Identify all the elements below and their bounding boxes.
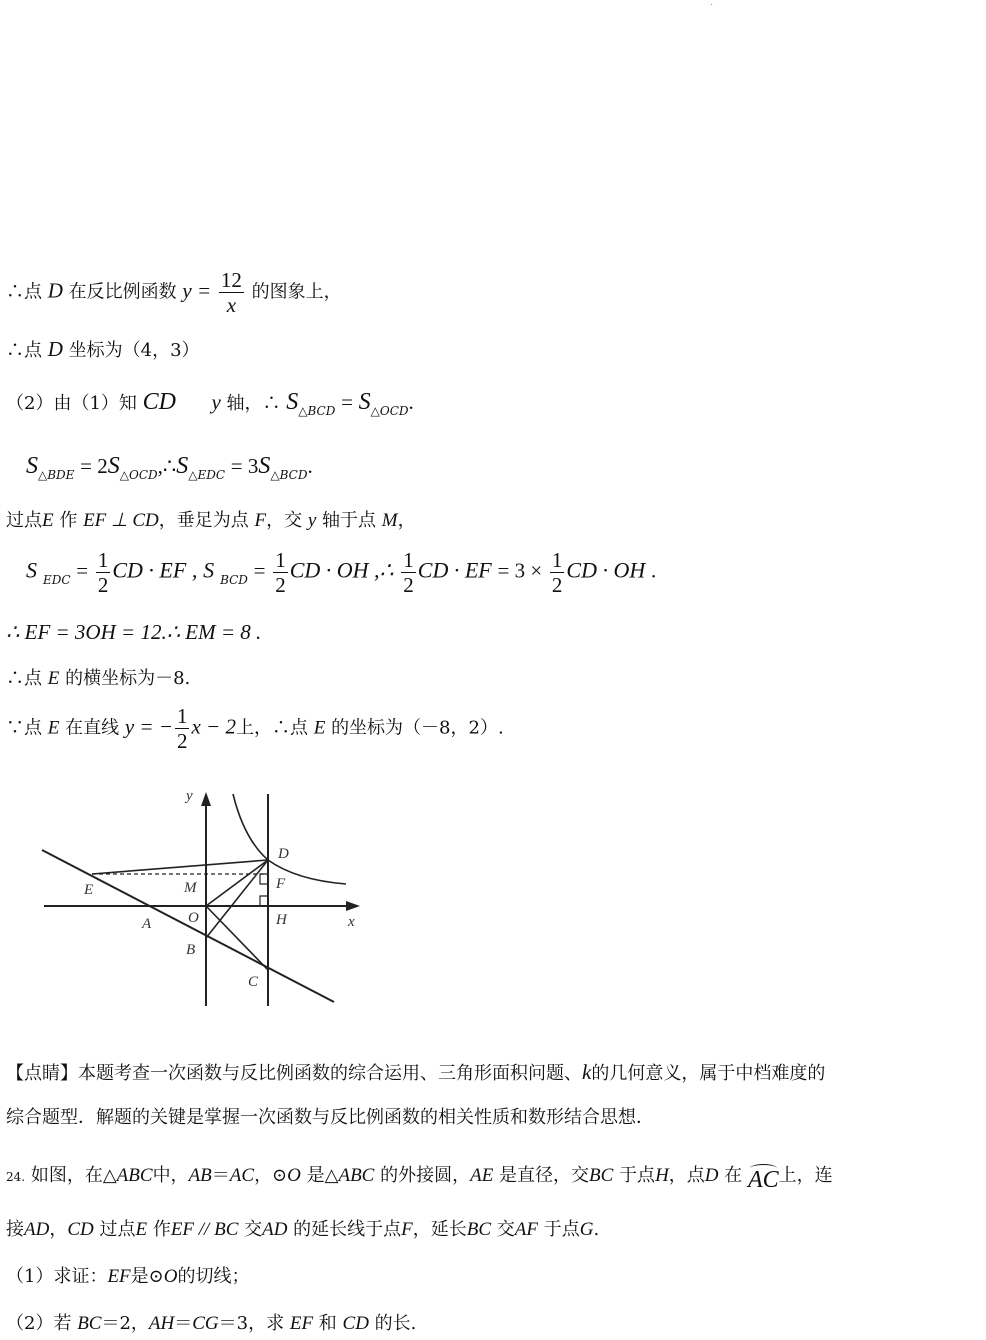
question-24-part-1 xyxy=(6,1265,250,1289)
text: 轴于点 xyxy=(322,510,376,531)
var: CG xyxy=(192,1313,219,1334)
var: AB xyxy=(188,1165,212,1186)
comment-line-2 xyxy=(6,1106,654,1130)
fraction-denominator: 2 xyxy=(275,573,286,597)
hyperbola-curve xyxy=(233,794,346,884)
text: （2）由（1）知 xyxy=(6,393,137,414)
text: 交 xyxy=(244,1219,263,1240)
text: 上，连 xyxy=(778,1165,833,1186)
text: 的长. xyxy=(374,1313,417,1334)
segment-oc xyxy=(206,906,268,970)
var: ABC xyxy=(338,1165,375,1186)
fraction-half xyxy=(401,548,416,597)
text: ，延长 xyxy=(412,1219,467,1240)
var: AE xyxy=(470,1165,494,1186)
var: F xyxy=(401,1219,413,1240)
text: 交 xyxy=(496,1219,515,1240)
var-e: E xyxy=(47,717,60,739)
period: . xyxy=(307,454,313,478)
segment-ed xyxy=(92,860,268,874)
subscript: △OCD xyxy=(370,404,409,418)
var: H xyxy=(655,1165,669,1186)
solution-line-2 xyxy=(6,337,200,363)
equals-3-times: = 3 × xyxy=(497,558,543,583)
text: 的几何意义，属于中档难度的 xyxy=(591,1063,826,1084)
corner-mark: · xyxy=(710,0,714,11)
equals: = xyxy=(76,558,89,583)
text: 作 xyxy=(152,1219,171,1240)
label-h: H xyxy=(276,912,287,928)
fraction-numerator: 1 xyxy=(97,548,109,572)
text: ＝ xyxy=(211,1165,230,1186)
solution-line-8 xyxy=(6,667,190,691)
fraction-half xyxy=(96,548,111,597)
text: 在 xyxy=(724,1165,743,1186)
area-symbol: S xyxy=(176,453,189,479)
var: E xyxy=(135,1219,148,1240)
var: AD xyxy=(262,1219,288,1240)
var-y: y xyxy=(307,510,317,531)
subscript: △EDC xyxy=(188,468,226,482)
fraction-numerator: 1 xyxy=(551,548,563,572)
subscript: BCD xyxy=(220,572,248,587)
solution-line-6 xyxy=(26,548,656,597)
area-symbol: S xyxy=(286,389,299,415)
text: ，垂足为点 xyxy=(158,510,249,531)
therefore: ,∴ xyxy=(157,454,177,478)
text: 于点 xyxy=(619,1165,656,1186)
var: BC xyxy=(77,1313,102,1334)
text: ，点 xyxy=(668,1165,705,1186)
question-number: 24. xyxy=(6,1170,26,1184)
right-angle-mark-h xyxy=(260,896,268,906)
text: 是△ xyxy=(306,1165,339,1186)
text: 是直径，交 xyxy=(499,1165,590,1186)
product-cd-oh: CD · OH xyxy=(566,557,646,583)
right-angle-mark-f xyxy=(260,874,268,884)
var-e: E xyxy=(313,717,326,739)
var: EF xyxy=(289,1313,314,1334)
period: . xyxy=(408,390,414,414)
var: AC xyxy=(229,1165,255,1186)
text: 在直线 xyxy=(65,717,120,739)
var-cd: CD xyxy=(142,389,176,415)
equals: = xyxy=(341,390,353,414)
area-symbol: S xyxy=(358,389,371,415)
text: ＝2， xyxy=(101,1313,149,1334)
text: 【点睛】本题考查一次函数与反比例函数的综合运用、三角形面积问题、 xyxy=(6,1063,582,1084)
product-cd-ef: CD · EF , xyxy=(112,557,198,583)
fraction-half xyxy=(175,704,190,753)
text: 是⊙ xyxy=(130,1266,164,1287)
question-24-line-2 xyxy=(6,1218,599,1242)
area-symbol: S xyxy=(203,557,215,583)
coordinate-figure xyxy=(34,784,374,1010)
parallel-statement: EF // BC xyxy=(170,1219,239,1240)
text: 过点 xyxy=(6,510,42,531)
equals-2: = 2 xyxy=(80,454,108,478)
fraction-numerator: 12 xyxy=(220,268,242,292)
fraction-half xyxy=(550,548,565,597)
text: ， xyxy=(49,1219,68,1240)
subscript: △BCD xyxy=(298,404,336,418)
fraction-numerator: 1 xyxy=(275,548,286,572)
var: AH xyxy=(148,1313,175,1334)
label-f: F xyxy=(276,876,286,892)
fraction-numerator: 1 xyxy=(176,704,188,728)
text: ， xyxy=(397,510,416,531)
area-symbol: S xyxy=(107,453,120,479)
text: 的外接圆， xyxy=(380,1165,471,1186)
label-e: E xyxy=(84,882,94,898)
text: 的切线； xyxy=(177,1266,250,1287)
var: O xyxy=(163,1266,178,1287)
var: O xyxy=(287,1165,301,1186)
var: BC xyxy=(589,1165,614,1186)
text: 在反比例函数 xyxy=(68,281,177,303)
text: 中， xyxy=(152,1165,189,1186)
var: AD xyxy=(24,1219,50,1240)
var-y: y xyxy=(211,390,221,414)
text: 接 xyxy=(6,1219,24,1240)
var: G xyxy=(579,1219,594,1240)
var-e: E xyxy=(47,668,60,689)
equals: = xyxy=(253,558,266,583)
text: 如图，在△ xyxy=(30,1165,117,1186)
text: （2）若 xyxy=(6,1313,72,1334)
var-m: M xyxy=(381,510,398,531)
var: ABC xyxy=(116,1165,153,1186)
text: ∵点 xyxy=(6,717,42,739)
var-e: E xyxy=(42,510,54,531)
text: 于点 xyxy=(543,1219,580,1240)
product-cd-ef: CD · EF xyxy=(417,557,492,583)
label-b: B xyxy=(186,942,196,958)
text: ，交 xyxy=(266,510,303,531)
text: （1）求证： xyxy=(6,1266,108,1287)
text: ＝3，求 xyxy=(218,1313,285,1334)
var-k: k xyxy=(582,1060,592,1084)
text: 上，∴点 xyxy=(235,717,308,739)
area-symbol: S xyxy=(26,557,37,583)
equation-rhs: x − 2 xyxy=(191,714,236,739)
subscript: △OCD xyxy=(119,468,158,482)
var-d: D xyxy=(47,337,63,361)
text: . xyxy=(593,1219,600,1240)
product-cd-oh: CD · OH ,∴ xyxy=(289,557,394,583)
solution-line-1 xyxy=(6,268,342,317)
solution-line-5 xyxy=(6,509,416,533)
fraction-half xyxy=(273,548,288,597)
question-24-part-2 xyxy=(6,1312,416,1336)
var: D xyxy=(704,1165,719,1186)
text: 的图象上， xyxy=(251,281,342,303)
text: 作 xyxy=(59,510,78,531)
equation-lhs: y = − xyxy=(124,714,173,739)
arc-ac: AC xyxy=(748,1167,779,1193)
var: EF xyxy=(107,1266,131,1287)
text: ，⊙ xyxy=(254,1165,288,1186)
text: ＝ xyxy=(174,1313,193,1334)
fraction-numerator: 1 xyxy=(403,548,414,572)
text: ∴点 xyxy=(6,340,42,361)
subscript: △BCD xyxy=(270,468,308,482)
label-d: D xyxy=(278,846,289,862)
subscript: EDC xyxy=(43,572,71,587)
solution-line-3 xyxy=(6,390,414,417)
var: CD xyxy=(67,1219,94,1240)
equation: ∴ EF = 3OH = 12.∴ EM = 8 . xyxy=(6,620,262,644)
text: 的横坐标为－8. xyxy=(65,668,191,689)
var: BC xyxy=(466,1219,492,1240)
equals-3: = 3 xyxy=(230,454,259,478)
question-24-line-1 xyxy=(6,1162,833,1193)
equation-lhs: y = xyxy=(182,278,212,303)
fraction-denominator: 2 xyxy=(551,573,563,597)
var: AF xyxy=(514,1219,539,1240)
fraction-denominator: 2 xyxy=(176,729,188,753)
comment-line-1 xyxy=(6,1060,825,1086)
label-x: x xyxy=(348,914,355,930)
area-symbol: S xyxy=(26,453,38,479)
label-c: C xyxy=(248,974,259,990)
text: 和 xyxy=(318,1313,337,1334)
label-a: A xyxy=(142,916,152,932)
label-y: y xyxy=(186,788,193,804)
text: 的坐标为（－8，2）. xyxy=(331,717,504,739)
x-axis-arrow xyxy=(346,901,360,911)
fraction-denominator: x xyxy=(226,293,237,317)
text: ∴点 xyxy=(6,668,42,689)
text: 过点 xyxy=(99,1219,136,1240)
area-symbol: S xyxy=(258,453,271,479)
text: ∴点 xyxy=(6,281,42,303)
subscript: △BDE xyxy=(38,468,75,482)
text: 综合题型．解题的关键是掌握一次函数与反比例函数的相关性质和数形结合思想． xyxy=(6,1107,654,1128)
solution-line-7 xyxy=(6,620,261,646)
var-d: D xyxy=(47,278,63,303)
solution-line-4 xyxy=(26,454,313,481)
perpendicular-statement: EF ⊥ CD xyxy=(83,510,159,531)
period: . xyxy=(650,558,657,583)
text: 的延长线于点 xyxy=(293,1219,402,1240)
fraction-12-over-x xyxy=(219,268,244,317)
fraction-denominator: 2 xyxy=(97,573,109,597)
fraction-denominator: 2 xyxy=(403,573,414,597)
text: 轴，∴ xyxy=(226,393,281,414)
var: CD xyxy=(342,1313,369,1334)
var-f: F xyxy=(254,510,267,531)
label-m: M xyxy=(184,880,197,896)
y-axis-arrow xyxy=(201,792,211,806)
solution-line-9 xyxy=(6,704,504,753)
label-o: O xyxy=(188,910,199,926)
text: 坐标为（4，3） xyxy=(68,340,200,361)
